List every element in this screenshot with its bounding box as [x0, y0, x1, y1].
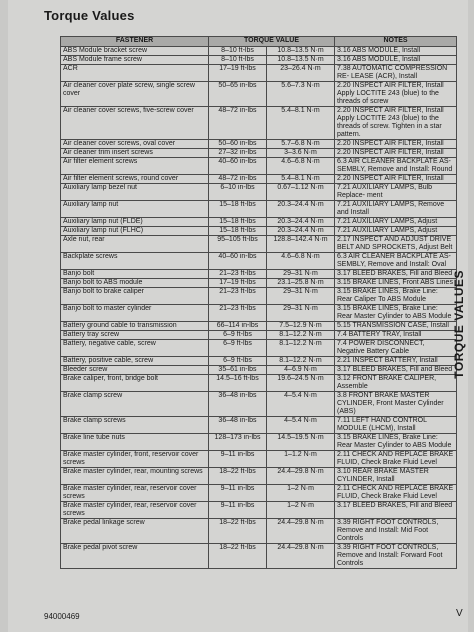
notes-cell: 2.17 INSPECT AND ADJUST DRIVE BELT AND SPROCKETS, Adjust Belt	[335, 236, 457, 253]
torque-imperial-cell: 36–48 in-lbs	[209, 392, 267, 417]
torque-metric-cell: 1–1.2 N·m	[267, 451, 335, 468]
fastener-cell: Auxiliary lamp nut (FLDE)	[61, 218, 209, 227]
notes-cell: 7.21 AUXILIARY LAMPS, Remove and Install	[335, 201, 457, 218]
torque-imperial-cell: 8–10 ft-lbs	[209, 56, 267, 65]
fastener-cell: Brake master cylinder, rear, reservoir cover screws	[61, 502, 209, 519]
torque-imperial-cell: 9–11 in-lbs	[209, 485, 267, 502]
notes-cell: 7.21 AUXILIARY LAMPS, Adjust	[335, 218, 457, 227]
torque-metric-cell: 7.5–12.9 N·m	[267, 322, 335, 331]
notes-cell: 2.20 INSPECT AIR FILTER, Install Apply LOCTITE 243 (blue) to the threads of screw	[335, 82, 457, 107]
notes-cell: 3.17 BLEED BRAKES, Fill and Bleed	[335, 366, 457, 375]
table-row	[61, 434, 457, 451]
manual-page	[8, 0, 468, 632]
torque-imperial-cell: 17–19 ft-lbs	[209, 65, 267, 82]
table-row	[61, 270, 457, 279]
table-row	[61, 65, 457, 82]
torque-metric-cell: 24.4–29.8 N·m	[267, 544, 335, 569]
table-row	[61, 544, 457, 569]
page-title: Torque Values	[44, 8, 135, 23]
torque-metric-cell: 10.8–13.5 N·m	[267, 56, 335, 65]
torque-imperial-cell: 18–22 ft-lbs	[209, 468, 267, 485]
torque-imperial-cell: 27–32 in-lbs	[209, 149, 267, 158]
fastener-cell: Air cleaner cover screws, five-screw cover	[61, 107, 209, 140]
notes-cell: 3.16 ABS MODULE, Install	[335, 56, 457, 65]
torque-metric-cell: 24.4–29.8 N·m	[267, 519, 335, 544]
torque-imperial-cell: 18–22 ft-lbs	[209, 519, 267, 544]
fastener-cell: Auxiliary lamp nut	[61, 201, 209, 218]
torque-metric-cell: 4–6.9 N·m	[267, 366, 335, 375]
table-row	[61, 288, 457, 305]
notes-cell: 2.21 INSPECT BATTERY, Install	[335, 357, 457, 366]
side-section-label: TORQUE VALUES	[452, 270, 466, 379]
torque-metric-cell: 4.6–6.8 N·m	[267, 158, 335, 175]
notes-cell: 7.38 AUTOMATIC COMPRESSION RE- LEASE (ACR), Install	[335, 65, 457, 82]
torque-imperial-cell: 40–60 in-lbs	[209, 158, 267, 175]
torque-imperial-cell: 9–11 in-lbs	[209, 451, 267, 468]
table-row	[61, 218, 457, 227]
torque-imperial-cell: 17–19 ft-lbs	[209, 279, 267, 288]
torque-metric-cell: 8.1–12.2 N·m	[267, 357, 335, 366]
fastener-cell: ABS Module bracket screw	[61, 47, 209, 56]
notes-cell: 7.11 LEFT HAND CONTROL MODULE (LHCM), Install	[335, 417, 457, 434]
notes-cell: 6.3 AIR CLEANER BACKPLATE AS- SEMBLY, Remove and Install: Oval	[335, 253, 457, 270]
fastener-cell: Brake master cylinder, rear, reservoir cover screws	[61, 485, 209, 502]
fastener-cell: Battery, positive cable, screw	[61, 357, 209, 366]
notes-cell: 3.15 BRAKE LINES, Brake Line: Rear Master Cylinder to ABS Module	[335, 434, 457, 451]
table-row	[61, 56, 457, 65]
table-row	[61, 201, 457, 218]
notes-cell: 2.20 INSPECT AIR FILTER, Install	[335, 140, 457, 149]
notes-cell: 6.3 AIR CLEANER BACKPLATE AS- SEMBLY, Remove and Install: Round	[335, 158, 457, 175]
notes-cell: 7.21 AUXILIARY LAMPS, Adjust	[335, 227, 457, 236]
fastener-cell: ABS Module frame screw	[61, 56, 209, 65]
fastener-cell: Bleeder screw	[61, 366, 209, 375]
torque-imperial-cell: 128–173 in-lbs	[209, 434, 267, 451]
fastener-cell: Brake line tube nuts	[61, 434, 209, 451]
notes-cell: 7.21 AUXILIARY LAMPS, Bulb Replace- ment	[335, 184, 457, 201]
fastener-cell: Banjo bolt to ABS module	[61, 279, 209, 288]
torque-imperial-cell: 48–72 in-lbs	[209, 107, 267, 140]
fastener-cell: Brake master cylinder, rear, mounting screws	[61, 468, 209, 485]
torque-table	[60, 36, 457, 569]
torque-imperial-cell: 21–23 ft-lbs	[209, 270, 267, 279]
fastener-cell: Backplate screws	[61, 253, 209, 270]
fastener-cell: Battery, negative cable, screw	[61, 340, 209, 357]
table-row	[61, 366, 457, 375]
torque-metric-cell: 128.8–142.4 N·m	[267, 236, 335, 253]
notes-cell: 3.15 BRAKE LINES, Brake Line: Rear Master Cylinder to ABS Module	[335, 305, 457, 322]
torque-metric-cell: 10.8–13.5 N·m	[267, 47, 335, 56]
torque-metric-cell: 8.1–12.2 N·m	[267, 340, 335, 357]
notes-cell: 3.15 BRAKE LINES, Brake Line: Rear Caliper To ABS Module	[335, 288, 457, 305]
torque-imperial-cell: 50–60 in-lbs	[209, 140, 267, 149]
table-row	[61, 236, 457, 253]
table-row	[61, 375, 457, 392]
torque-imperial-cell: 50–65 in-lbs	[209, 82, 267, 107]
torque-metric-cell: 29–31 N·m	[267, 305, 335, 322]
torque-imperial-cell: 6–10 in-lbs	[209, 184, 267, 201]
torque-metric-cell: 5.4–8.1 N·m	[267, 107, 335, 140]
torque-metric-cell: 4–5.4 N·m	[267, 392, 335, 417]
header-notes: NOTES	[335, 37, 457, 47]
fastener-cell: Brake pedal linkage screw	[61, 519, 209, 544]
torque-imperial-cell: 95–105 ft-lbs	[209, 236, 267, 253]
table-row	[61, 322, 457, 331]
notes-cell: 2.11 CHECK AND REPLACE BRAKE FLUID, Check Brake Fluid Level	[335, 451, 457, 468]
torque-imperial-cell: 15–18 ft-lbs	[209, 218, 267, 227]
header-torque-value: TORQUE VALUE	[209, 37, 335, 47]
table-row	[61, 468, 457, 485]
table-row	[61, 253, 457, 270]
notes-cell: 3.39 RIGHT FOOT CONTROLS, Remove and Install: Forward Foot Controls	[335, 544, 457, 569]
torque-metric-cell: 5.6–7.3 N·m	[267, 82, 335, 107]
table-row	[61, 175, 457, 184]
torque-imperial-cell: 6–9 ft-lbs	[209, 357, 267, 366]
table-row	[61, 158, 457, 175]
table-row	[61, 331, 457, 340]
notes-cell: 3.8 FRONT BRAKE MASTER CYLINDER, Front Master Cylinder (ABS)	[335, 392, 457, 417]
torque-metric-cell: 24.4–29.8 N·m	[267, 468, 335, 485]
table-row	[61, 82, 457, 107]
table-row	[61, 417, 457, 434]
fastener-cell: Air filter element screws	[61, 158, 209, 175]
fastener-cell: Air cleaner cover screws, oval cover	[61, 140, 209, 149]
table-row	[61, 392, 457, 417]
table-row	[61, 227, 457, 236]
table-row	[61, 149, 457, 158]
torque-imperial-cell: 15–18 ft-lbs	[209, 201, 267, 218]
table-row	[61, 47, 457, 56]
fastener-cell: Air cleaner cover plate screw, single screw cover	[61, 82, 209, 107]
torque-imperial-cell: 6–9 ft-lbs	[209, 340, 267, 357]
torque-imperial-cell: 15–18 ft-lbs	[209, 227, 267, 236]
torque-imperial-cell: 6–9 ft-lbs	[209, 331, 267, 340]
notes-cell: 2.20 INSPECT AIR FILTER, Install Apply LOCTITE 243 (blue) to the threads of screw. Tighten in a star pattern.	[335, 107, 457, 140]
fastener-cell: Axle nut, rear	[61, 236, 209, 253]
torque-imperial-cell: 35–61 in-lbs	[209, 366, 267, 375]
notes-cell: 5.15 TRANSMISSION CASE, Install	[335, 322, 457, 331]
fastener-cell: Brake clamp screws	[61, 417, 209, 434]
torque-metric-cell: 0.67–1.12 N·m	[267, 184, 335, 201]
fastener-cell: ACR	[61, 65, 209, 82]
table-row	[61, 340, 457, 357]
torque-imperial-cell: 21–23 ft-lbs	[209, 288, 267, 305]
notes-cell: 3.10 REAR BRAKE MASTER CYLINDER, Install	[335, 468, 457, 485]
table-row	[61, 140, 457, 149]
torque-metric-cell: 29–31 N·m	[267, 288, 335, 305]
torque-imperial-cell: 9–11 in-lbs	[209, 502, 267, 519]
fastener-cell: Brake caliper, front, bridge bolt	[61, 375, 209, 392]
fastener-cell: Brake master cylinder, front, reservoir cover screws	[61, 451, 209, 468]
notes-cell: 2.20 INSPECT AIR FILTER, Install	[335, 175, 457, 184]
table-row	[61, 485, 457, 502]
torque-imperial-cell: 14.5–16 ft-lbs	[209, 375, 267, 392]
torque-metric-cell: 23–26.4 N·m	[267, 65, 335, 82]
torque-metric-cell: 29–31 N·m	[267, 270, 335, 279]
torque-metric-cell: 5.4–8.1 N·m	[267, 175, 335, 184]
torque-metric-cell: 3–3.6 N·m	[267, 149, 335, 158]
fastener-cell: Brake clamp screw	[61, 392, 209, 417]
torque-metric-cell: 1–2 N·m	[267, 485, 335, 502]
fastener-cell: Battery ground cable to transmission	[61, 322, 209, 331]
torque-metric-cell: 19.6–24.5 N·m	[267, 375, 335, 392]
table-row	[61, 519, 457, 544]
torque-metric-cell: 20.3–24.4 N·m	[267, 227, 335, 236]
fastener-cell: Brake pedal pivot screw	[61, 544, 209, 569]
torque-imperial-cell: 40–60 in-lbs	[209, 253, 267, 270]
fastener-cell: Banjo bolt	[61, 270, 209, 279]
fastener-cell: Auxiliary lamp nut (FLHC)	[61, 227, 209, 236]
table-row	[61, 451, 457, 468]
header-fastener: FASTENER	[61, 37, 209, 47]
table-row	[61, 502, 457, 519]
notes-cell: 3.16 ABS MODULE, Install	[335, 47, 457, 56]
fastener-cell: Air cleaner trim insert screws	[61, 149, 209, 158]
fastener-cell: Auxiliary lamp bezel nut	[61, 184, 209, 201]
torque-imperial-cell: 18–22 ft-lbs	[209, 544, 267, 569]
torque-metric-cell: 20.3–24.4 N·m	[267, 201, 335, 218]
table-row	[61, 107, 457, 140]
notes-cell: 3.17 BLEED BRAKES, Fill and Bleed	[335, 270, 457, 279]
fastener-cell: Battery tray screw	[61, 331, 209, 340]
torque-imperial-cell: 8–10 ft-lbs	[209, 47, 267, 56]
table-header-row	[61, 37, 457, 47]
table-row	[61, 357, 457, 366]
fastener-cell: Banjo bolt to master cylinder	[61, 305, 209, 322]
torque-metric-cell: 4.6–6.8 N·m	[267, 253, 335, 270]
notes-cell: 7.4 BATTERY TRAY, Install	[335, 331, 457, 340]
page-number: V	[456, 608, 463, 619]
notes-cell: 2.20 INSPECT AIR FILTER, Install	[335, 149, 457, 158]
torque-metric-cell: 4–5.4 N·m	[267, 417, 335, 434]
torque-metric-cell: 23.1–25.8 N·m	[267, 279, 335, 288]
torque-metric-cell: 20.3–24.4 N·m	[267, 218, 335, 227]
torque-metric-cell: 8.1–12.2 N·m	[267, 331, 335, 340]
notes-cell: 7.4 POWER DISCONNECT, Negative Battery Cable	[335, 340, 457, 357]
table-row	[61, 279, 457, 288]
notes-cell: 3.12 FRONT BRAKE CALIPER, Assemble	[335, 375, 457, 392]
notes-cell: 3.15 BRAKE LINES, Front ABS Lines	[335, 279, 457, 288]
torque-metric-cell: 14.5–19.5 N·m	[267, 434, 335, 451]
torque-metric-cell: 1–2 N·m	[267, 502, 335, 519]
table-row	[61, 184, 457, 201]
notes-cell: 3.39 RIGHT FOOT CONTROLS, Remove and Install: Mid Foot Controls	[335, 519, 457, 544]
document-code: 94000469	[44, 612, 80, 621]
table-row	[61, 305, 457, 322]
notes-cell: 2.11 CHECK AND REPLACE BRAKE FLUID, Check Brake Fluid Level	[335, 485, 457, 502]
torque-imperial-cell: 48–72 in-lbs	[209, 175, 267, 184]
torque-imperial-cell: 36–48 in-lbs	[209, 417, 267, 434]
notes-cell: 3.17 BLEED BRAKES, Fill and Bleed	[335, 502, 457, 519]
torque-imperial-cell: 66–114 in-lbs	[209, 322, 267, 331]
fastener-cell: Banjo bolt to brake caliper	[61, 288, 209, 305]
torque-imperial-cell: 21–23 ft-lbs	[209, 305, 267, 322]
fastener-cell: Air filter element screws, round cover	[61, 175, 209, 184]
torque-metric-cell: 5.7–6.8 N·m	[267, 140, 335, 149]
